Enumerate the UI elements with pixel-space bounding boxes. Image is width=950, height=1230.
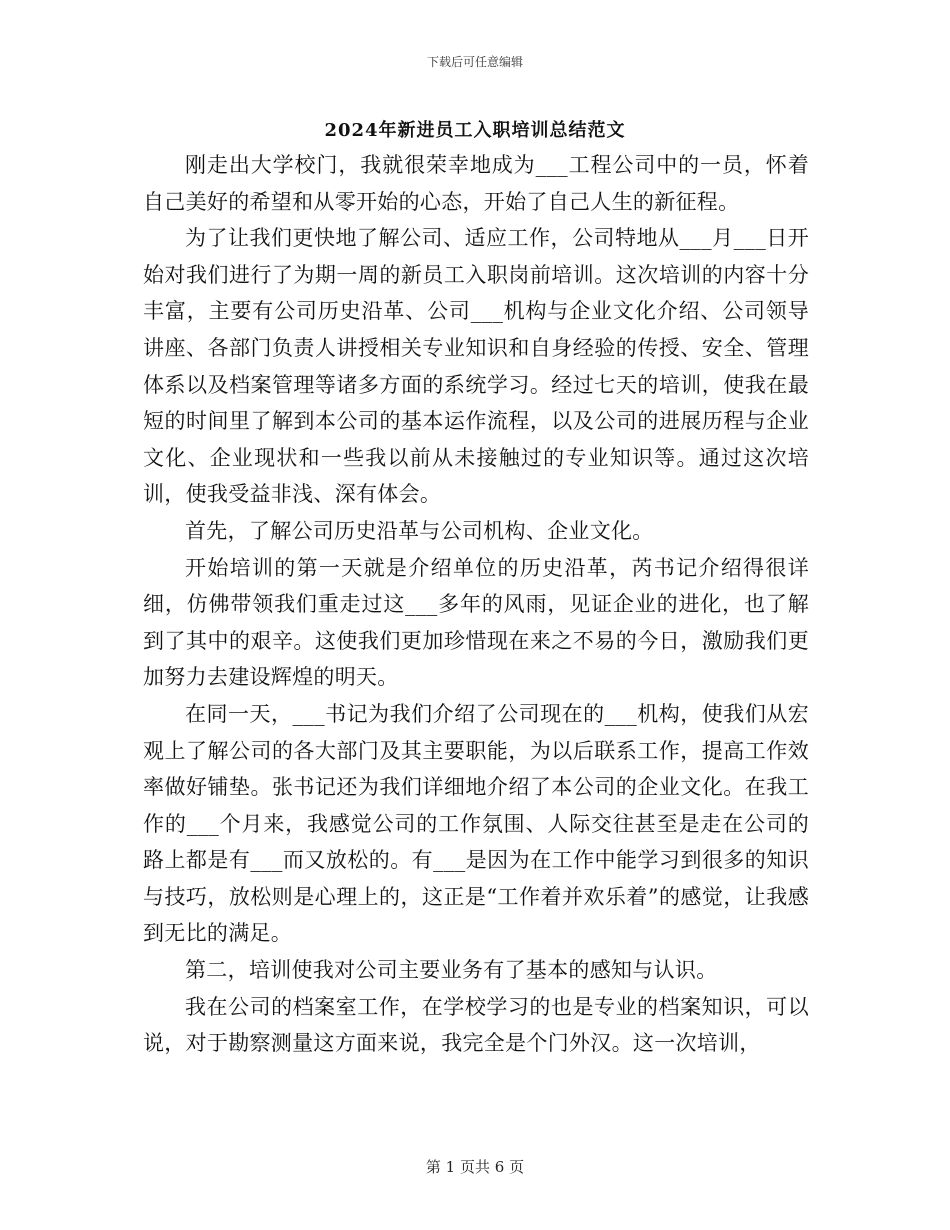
- document-body: [143, 147, 809, 1062]
- paragraph-section-one-heading: 首先，了解公司历史沿革与公司机构、企业文化。: [185, 518, 654, 543]
- paragraph-intro: 刚走出大学校门，我就很荣幸地成为___工程公司中的一员，怀着自己美好的希望和从零开始的心态，开始了自己人生的新征程。: [143, 153, 809, 214]
- page-header-note: 下载后可任意编辑: [426, 55, 523, 69]
- paragraph-training-overview: 为了让我们更快地了解公司、适应工作，公司特地从___月___日开始对我们进行了为期一周的新员工入职岗前培训。这次培训的内容十分丰富，主要有公司历史沿革、公司___机构与企业文化介绍、公司领导讲座、各部门负责人讲授相关专业知识和自身经验的传授、安全、管理体系以及档案管理等诸多方面的系统学习。经过七天的培训，使我在最短的时间里了解到本公司的基本运作流程，以及公司的进展历程与企业文化、企业现状和一些我以前从未接触过的专业知识等。通过这次培训，使我受益非浅、深有体会。: [143, 226, 809, 507]
- paragraph-archive-work: 我在公司的档案室工作，在学校学习的也是专业的档案知识，可以说，对于勘察测量这方面来说，我完全是个门外汉。这一次培训，: [143, 994, 809, 1056]
- document-title: 2024年新进员工入职培训总结范文: [324, 120, 626, 141]
- paragraph-history: 开始培训的第一天就是介绍单位的历史沿革，芮书记介绍得很详细，仿佛带领我们重走过这___多年的风雨，见证企业的进化，也了解到了其中的艰辛。这使我们更加珍惜现在来之不易的今日，激励我们更加努力去建设辉煌的明天。: [143, 555, 809, 690]
- paragraph-organization-culture: 在同一天，___书记为我们介绍了公司现在的___机构，使我们从宏观上了解公司的各大部门及其主要职能，为以后联系工作，提高工作效率做好铺垫。张书记还为我们详细地介绍了本公司的企业文化。在我工作的___个月来，我感觉公司的工作氛围、人际交往甚至是走在公司的路上都是有___而又放松的。有___是因为在工作中能学习到很多的知识与技巧，放松则是心理上的，这正是“工作着并欢乐着”的感觉，让我感到无比的满足。: [143, 701, 809, 946]
- paragraph-section-two-heading: 第二，培训使我对公司主要业务有了基本的感知与认识。: [185, 958, 718, 983]
- page-number-footer: 第 1 页共 6 页: [425, 1158, 525, 1176]
